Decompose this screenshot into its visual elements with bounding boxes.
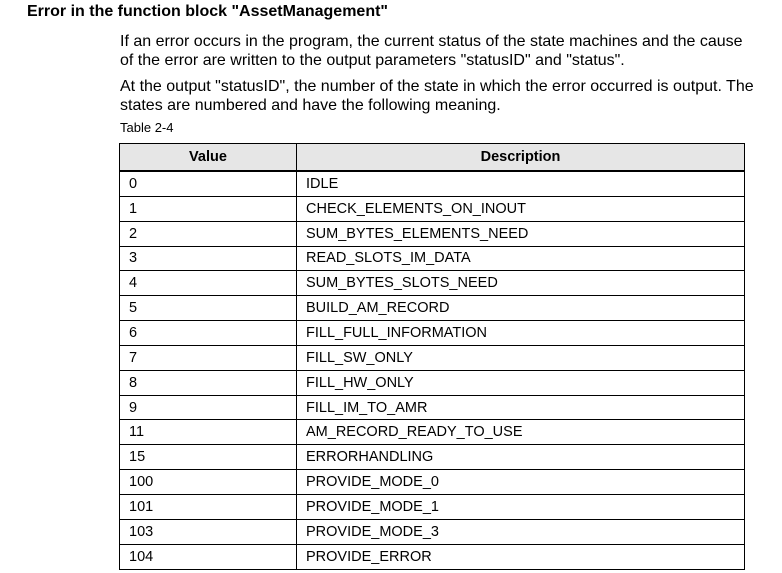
- statusid-paragraph: At the output "statusID", the number of the state in which the error occurred is output. The states are numbered and have the following meaning.: [120, 78, 754, 114]
- state-value-cell: 103: [120, 519, 297, 544]
- state-description-cell: PROVIDE_ERROR: [297, 544, 745, 569]
- table-row: [120, 494, 745, 519]
- state-value-cell: 11: [120, 420, 297, 445]
- column-header-value: Value: [120, 144, 297, 172]
- table-row: [120, 296, 745, 321]
- state-description-cell: IDLE: [297, 171, 745, 196]
- state-value-cell: 8: [120, 370, 297, 395]
- state-description-cell: READ_SLOTS_IM_DATA: [297, 246, 745, 271]
- state-description-cell: PROVIDE_MODE_3: [297, 519, 745, 544]
- state-description-cell: FILL_SW_ONLY: [297, 345, 745, 370]
- state-value-cell: 5: [120, 296, 297, 321]
- state-value-cell: 7: [120, 345, 297, 370]
- table-row: [120, 345, 745, 370]
- state-value-cell: 9: [120, 395, 297, 420]
- table-row: [120, 519, 745, 544]
- table-row: [120, 221, 745, 246]
- state-value-cell: 4: [120, 271, 297, 296]
- table-row: [120, 544, 745, 569]
- state-value-cell: 100: [120, 470, 297, 495]
- state-value-cell: 101: [120, 494, 297, 519]
- table-row: [120, 246, 745, 271]
- table-row: [120, 445, 745, 470]
- state-description-cell: SUM_BYTES_SLOTS_NEED: [297, 271, 745, 296]
- intro-paragraph: If an error occurs in the program, the current status of the state machines and the cause of the error are written to the output parameters "statusID" and "status".: [120, 33, 743, 69]
- table-row: [120, 171, 745, 196]
- section-heading: Error in the function block "AssetManagement": [27, 3, 388, 20]
- state-description-cell: BUILD_AM_RECORD: [297, 296, 745, 321]
- table-row: [120, 271, 745, 296]
- table-caption: Table 2-4: [120, 120, 174, 135]
- table-header-row: [120, 144, 745, 172]
- state-description-cell: FILL_HW_ONLY: [297, 370, 745, 395]
- state-description-cell: SUM_BYTES_ELEMENTS_NEED: [297, 221, 745, 246]
- state-description-cell: PROVIDE_MODE_1: [297, 494, 745, 519]
- state-description-cell: FILL_IM_TO_AMR: [297, 395, 745, 420]
- state-table: [119, 143, 745, 570]
- state-description-cell: PROVIDE_MODE_0: [297, 470, 745, 495]
- state-value-cell: 6: [120, 321, 297, 346]
- table-row: [120, 420, 745, 445]
- state-value-cell: 104: [120, 544, 297, 569]
- state-value-cell: 2: [120, 221, 297, 246]
- table-row: [120, 370, 745, 395]
- state-description-cell: ERRORHANDLING: [297, 445, 745, 470]
- table-row: [120, 196, 745, 221]
- state-description-cell: CHECK_ELEMENTS_ON_INOUT: [297, 196, 745, 221]
- state-value-cell: 3: [120, 246, 297, 271]
- state-description-cell: FILL_FULL_INFORMATION: [297, 321, 745, 346]
- state-description-cell: AM_RECORD_READY_TO_USE: [297, 420, 745, 445]
- column-header-description: Description: [297, 144, 745, 172]
- state-value-cell: 1: [120, 196, 297, 221]
- table-row: [120, 395, 745, 420]
- table-row: [120, 470, 745, 495]
- state-value-cell: 15: [120, 445, 297, 470]
- table-body: [120, 171, 745, 569]
- state-value-cell: 0: [120, 171, 297, 196]
- table-row: [120, 321, 745, 346]
